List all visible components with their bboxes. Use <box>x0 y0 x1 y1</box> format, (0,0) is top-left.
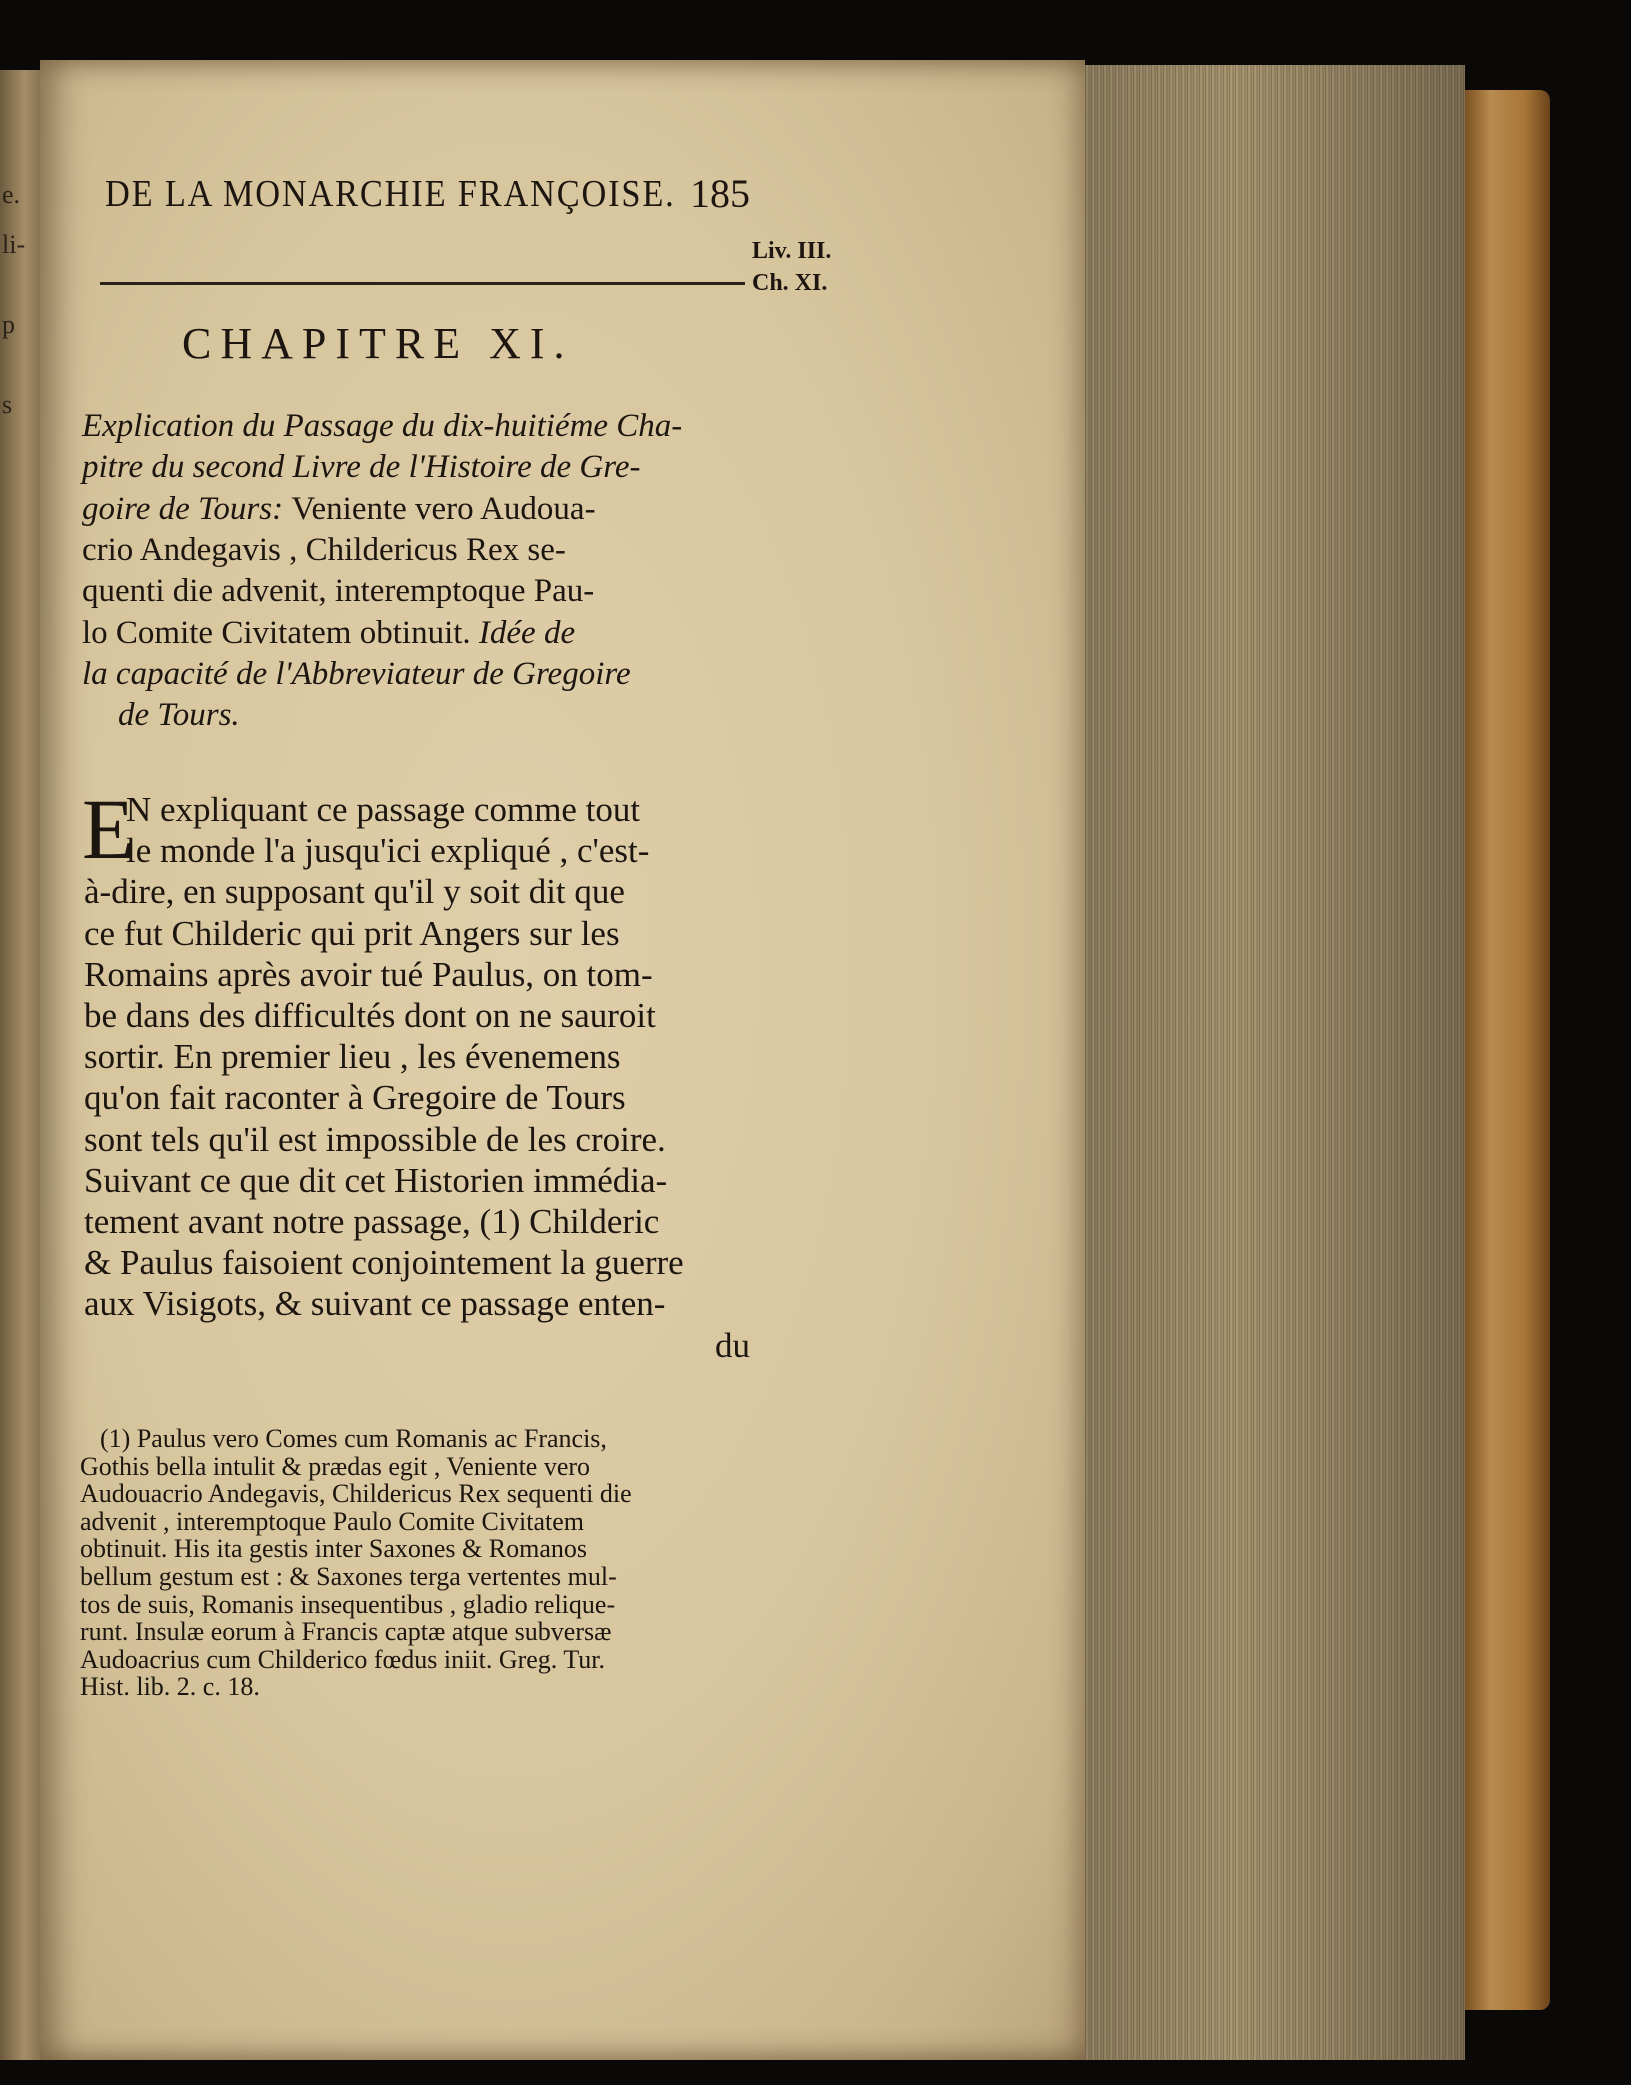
page-edges-shade <box>1085 65 1465 2060</box>
drop-cap: E <box>82 781 135 877</box>
chapter-title: CHAPITRE XI. <box>182 319 574 368</box>
summary-italic-text: la capacité de l'Abbreviateur de Gregoire <box>82 655 631 692</box>
body-line: sortir. En premier lieu , les évenemens <box>84 1037 621 1077</box>
margin-note-chapter: Ch. XI. <box>752 270 828 296</box>
summary-roman-text: lo Comite Civitatem obtinuit. <box>82 614 479 651</box>
footnote-line: Audoacrius cum Childerico fœdus iniit. Greg. Tur. <box>80 1644 606 1674</box>
book-cover-edge <box>1465 90 1550 2010</box>
footnote-line: bellum gestum est : & Saxones terga vertentes mul- <box>80 1562 617 1591</box>
body-line: N expliquant ce passage comme tout <box>126 790 641 829</box>
summary-line <box>82 573 594 610</box>
body-line: ce fut Childeric qui prit Angers sur les <box>84 913 620 953</box>
margin-note-book: Liv. III. <box>752 238 832 264</box>
body-line: Suivant ce que dit cet Historien immédia- <box>84 1160 668 1200</box>
summary-line <box>82 615 575 652</box>
footnote-line: (1) Paulus vero Comes cum Romanis ac Francis, <box>100 1424 607 1453</box>
footnote-line: Audouacrio Andegavis, Childericus Rex sequenti die <box>80 1479 632 1509</box>
summary-line <box>82 449 640 486</box>
summary-line <box>118 697 240 734</box>
body-line: qu'on fait raconter à Gregoire de Tours <box>84 1078 626 1118</box>
header-rule <box>100 282 745 285</box>
body-line: be dans des difficultés dont on ne sauroit <box>84 996 656 1035</box>
summary-roman-text: quenti die advenit, interemptoque Pau- <box>82 573 595 610</box>
summary-line <box>82 408 682 445</box>
footnote-line: advenit , interemptoque Paulo Comite Civitatem <box>80 1506 585 1536</box>
summary-italic-text: goire de Tours: <box>82 490 292 527</box>
body-line: aux Visigots, & suivant ce passage enten- <box>84 1284 666 1324</box>
running-head: DE LA MONARCHIE FRANÇOISE. <box>105 173 676 215</box>
summary-italic-text: Idée de <box>478 614 576 651</box>
summary-italic-text: Explication du Passage du dix-huitiéme Cha- <box>82 408 683 444</box>
summary-roman-text: Veniente vero Audoua- <box>291 490 596 527</box>
footnote-line: Hist. lib. 2. c. 18. <box>80 1672 260 1702</box>
summary-roman-text: crio Andegavis , Childericus Rex se- <box>82 531 566 568</box>
body-line: & Paulus faisoient conjointement la guerre <box>84 1243 684 1283</box>
summary-line <box>82 656 631 693</box>
footnote-line: runt. Insulæ eorum à Francis captæ atque subversæ <box>80 1617 612 1647</box>
body-line: le monde l'a jusqu'ici expliqué , c'est- <box>126 831 650 871</box>
footnote-line: tos de suis, Romanis insequentibus , gladio relique- <box>80 1589 616 1619</box>
body-line: tement avant notre passage, (1) Childeric <box>84 1202 660 1241</box>
body-line: sont tels qu'il est impossible de les croire. <box>84 1119 666 1159</box>
footnote-line: Gothis bella intulit & prædas egit , Veniente vero <box>80 1451 591 1481</box>
body-line: à-dire, en supposant qu'il y soit dit que <box>84 872 625 912</box>
body-line: du <box>715 1325 750 1365</box>
summary-line <box>82 491 596 528</box>
summary-italic-text: pitre du second Livre de l'Histoire de Gre- <box>82 449 641 486</box>
summary-line <box>82 532 566 569</box>
page-number: 185 <box>690 171 750 216</box>
body-line: Romains après avoir tué Paulus, on tom- <box>84 954 653 994</box>
left-page-edge: e. li- p s <box>0 70 40 2060</box>
footnote-line: obtinuit. His ita gestis inter Saxones & Romanos <box>80 1534 587 1564</box>
summary-italic-text: de Tours. <box>118 697 240 734</box>
